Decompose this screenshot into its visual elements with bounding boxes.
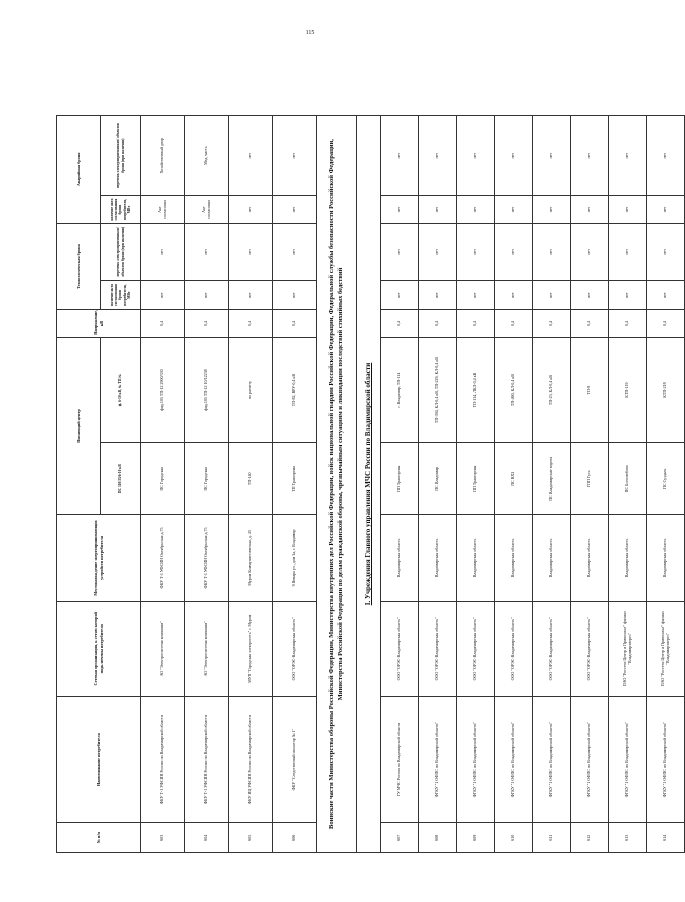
- subsection-heading: I. Учреждения Главного управления МЧС России по Владимирской области: [357, 116, 381, 853]
- cell-consumer: ФКУ ИЦ УФСИН России по Владимирской области: [229, 696, 273, 823]
- col-ps: ПС 110/35/6-10 кВ: [101, 443, 141, 515]
- cell-tech-objects: нет: [457, 223, 495, 280]
- cell-num: 610: [495, 823, 533, 853]
- cell-ct: ТП-23, КЛ-0,4 кВ: [533, 337, 571, 443]
- armor-table: [56, 115, 685, 853]
- cell-emerg-objects: нет: [419, 116, 457, 196]
- col-capacity: Напряжение, кВ: [57, 310, 141, 337]
- table-row: [381, 116, 419, 853]
- cell-location: ФКУ Т-1 УФСИН Октябрьская д.75: [185, 515, 229, 602]
- cell-tech-act: нет: [273, 280, 317, 310]
- cell-kv: 0,4: [141, 310, 185, 337]
- table-row: [273, 116, 317, 853]
- cell-kv: 0,4: [609, 310, 647, 337]
- cell-ct: КТП-218: [647, 337, 685, 443]
- cell-location: Владимирская область: [457, 515, 495, 602]
- cell-tech-act: нет: [495, 280, 533, 310]
- cell-emerg-act: нет: [647, 196, 685, 223]
- cell-tech-objects: нет: [185, 223, 229, 280]
- cell-consumer: ФГКУ "1 ОФПС по Владимирской области": [457, 696, 495, 823]
- cell-consumer: ФГКУ "1 ОФПС по Владимирской области": [609, 696, 647, 823]
- table-row: [185, 116, 229, 853]
- cell-ct: г. Владимир, ТП-114: [381, 337, 419, 443]
- col-location: Местонахождение энергопринимающих устройств потребителя: [57, 515, 141, 602]
- cell-location: Муром Коммунистическая, д. 43: [229, 515, 273, 602]
- cell-num: 608: [419, 823, 457, 853]
- cell-consumer: ФКУ Т-1 УФСИН России по Владимирской области: [141, 696, 185, 823]
- cell-ps: ГПП Гусь: [571, 443, 609, 515]
- cell-ct: фид.105 ТП-12 10/12238: [185, 337, 229, 443]
- cell-ps: ПС Городская: [141, 443, 185, 515]
- col-emerg-act: наличие акта согласования брони потребителя, МВт: [101, 196, 141, 223]
- col-grid-org: Сетевая организация, к сетям которой подключены потребители: [57, 601, 141, 696]
- cell-tech-objects: нет: [571, 223, 609, 280]
- cell-emerg-objects: нет: [229, 116, 273, 196]
- cell-tech-objects: нет: [229, 223, 273, 280]
- cell-location: Владимирская область: [381, 515, 419, 602]
- cell-location: 9 Января ул., дом 3а, г. Владимир: [273, 515, 317, 602]
- cell-location: Владимирская область: [571, 515, 609, 602]
- cell-kv: 0,4: [533, 310, 571, 337]
- cell-ps: ТП-140: [229, 443, 273, 515]
- table-row: [647, 116, 685, 853]
- cell-emerg-objects: нет: [571, 116, 609, 196]
- cell-kv: 0,4: [185, 310, 229, 337]
- cell-consumer: ФГКУ "1 ОФПС по Владимирской области": [419, 696, 457, 823]
- cell-tech-act: нет: [185, 280, 229, 310]
- cell-org: ООО "ОРЭС-Владимирская область": [381, 601, 419, 696]
- table-row: [457, 116, 495, 853]
- table-row: [419, 116, 457, 853]
- cell-emerg-act: нет: [457, 196, 495, 223]
- cell-ct: ТП-82, ВРУ-0,4 кВ: [273, 337, 317, 443]
- cell-emerg-act: нет: [419, 196, 457, 223]
- cell-location: Владимирская область: [419, 515, 457, 602]
- cell-tech-act: нет: [571, 280, 609, 310]
- cell-ps: ПС Владимирские ворота: [533, 443, 571, 515]
- cell-consumer: ФКУ "Следственный изолятор № 1": [273, 696, 317, 823]
- cell-org: ООО "ОРЭС-Владимирская область": [533, 601, 571, 696]
- cell-org: АО "Электросистема компании": [185, 601, 229, 696]
- cell-org: ООО "ОРЭС-Владимирская область": [273, 601, 317, 696]
- cell-emerg-objects: Мед. часть: [185, 116, 229, 196]
- col-emerg-armor: Аварийная броня: [57, 116, 101, 224]
- cell-tech-objects: нет: [419, 223, 457, 280]
- col-consumer: Наименование потребителя: [57, 696, 141, 823]
- cell-ct: ТП-394, КЛ-0,4 кВ, ТП-229, КЛ-0,4 кВ: [419, 337, 457, 443]
- col-supply-center: Питающий центр: [57, 337, 101, 514]
- table-row: [141, 116, 185, 853]
- cell-tech-act: нет: [647, 280, 685, 310]
- cell-consumer: ФКУ Т-1 УФСИН России по Владимирской области: [185, 696, 229, 823]
- cell-tech-objects: нет: [647, 223, 685, 280]
- table-row: [609, 116, 647, 853]
- cell-emerg-act: Акт согласован: [185, 196, 229, 223]
- cell-consumer: ГУ МЧС России по Владимирской области: [381, 696, 419, 823]
- cell-org: МУП "Городская электросеть" г. Муром: [229, 601, 273, 696]
- cell-tech-objects: нет: [141, 223, 185, 280]
- col-ct: ф. 6-10 кВ, № ТП №: [101, 337, 141, 443]
- cell-ps: ПС Городская: [185, 443, 229, 515]
- cell-org: ООО "ОРЭС-Владимирская область": [457, 601, 495, 696]
- cell-emerg-act: Акт согласован: [141, 196, 185, 223]
- cell-location: Владимирская область: [495, 515, 533, 602]
- col-tech-objects: перечень электроприемников/ объектов брони (при наличии): [101, 223, 141, 280]
- cell-tech-act: нет: [419, 280, 457, 310]
- cell-emerg-objects: нет: [457, 116, 495, 196]
- cell-org: ООО "ОРЭС-Владимирская область": [571, 601, 609, 696]
- page-number: 115: [305, 30, 315, 36]
- cell-emerg-act: нет: [381, 196, 419, 223]
- cell-tech-objects: нет: [273, 223, 317, 280]
- cell-ct: ТП-114, ЛКЛ-0,4 кВ: [457, 337, 495, 443]
- cell-location: Владимирская область: [609, 515, 647, 602]
- cell-ct: КТП-119: [609, 337, 647, 443]
- cell-num: 607: [381, 823, 419, 853]
- cell-tech-act: нет: [533, 280, 571, 310]
- cell-ct: по расчету: [229, 337, 273, 443]
- cell-tech-objects: нет: [609, 223, 647, 280]
- cell-ps: ПС ВХЗ: [495, 443, 533, 515]
- cell-kv: 0,4: [571, 310, 609, 337]
- cell-emerg-act: нет: [571, 196, 609, 223]
- cell-location: ФКУ Т-1 УФСИН Октябрьская д.75: [141, 515, 185, 602]
- cell-ps: ТП Тракторная: [273, 443, 317, 515]
- cell-tech-objects: нет: [381, 223, 419, 280]
- cell-ps: ПС Суздаль: [647, 443, 685, 515]
- cell-tech-act: нет: [381, 280, 419, 310]
- cell-location: Владимирская область: [647, 515, 685, 602]
- section-heading-row: [317, 116, 357, 853]
- cell-ps: ПП Тракторная: [381, 443, 419, 515]
- cell-consumer: ФГКУ "1 ОФПС по Владимирской области": [647, 696, 685, 823]
- section-heading: Воинские части Министерства обороны Российской Федерации, Министерства внутренних дел Российской Федерации, войск национальной гвардии Российской Федерации, Федеральной службы безопасности Российской Федерации, Министерства Российской Федерации по делам гражданской обороны, чрезвычайным ситуациям и ликвидации последствий стихийных бедствий: [317, 116, 357, 853]
- cell-tech-act: нет: [609, 280, 647, 310]
- cell-ps: ПС Боголюбово: [609, 443, 647, 515]
- table-row: [229, 116, 273, 853]
- cell-num: 614: [647, 823, 685, 853]
- cell-kv: 0,4: [647, 310, 685, 337]
- cell-num: 606: [273, 823, 317, 853]
- cell-emerg-objects: нет: [273, 116, 317, 196]
- cell-num: 609: [457, 823, 495, 853]
- cell-num: 613: [609, 823, 647, 853]
- cell-org: ПАО "Россети Центр и Приволжье" филиал "Владимирэнерго": [609, 601, 647, 696]
- cell-emerg-act: нет: [229, 196, 273, 223]
- cell-num: 612: [571, 823, 609, 853]
- cell-ct: фид.105 ТП-12 2900/330: [141, 337, 185, 443]
- cell-tech-act: нет: [229, 280, 273, 310]
- cell-ps: ПП Тракторная: [457, 443, 495, 515]
- cell-ct: ТП-460, КЛ-0,4 кВ: [495, 337, 533, 443]
- cell-tech-objects: нет: [533, 223, 571, 280]
- cell-emerg-objects: нет: [609, 116, 647, 196]
- cell-kv: 0,4: [457, 310, 495, 337]
- cell-org: ООО "ОРЭС-Владимирская область": [495, 601, 533, 696]
- cell-ct: ТП-8: [571, 337, 609, 443]
- cell-kv: 0,4: [419, 310, 457, 337]
- rotated-table-container: [56, 115, 670, 853]
- cell-emerg-act: нет: [533, 196, 571, 223]
- cell-num: 605: [229, 823, 273, 853]
- cell-tech-act: нет: [141, 280, 185, 310]
- cell-num: 603: [141, 823, 185, 853]
- cell-org: ООО "ОРЭС-Владимирская область": [419, 601, 457, 696]
- cell-emerg-objects: нет: [533, 116, 571, 196]
- table-row: [571, 116, 609, 853]
- cell-consumer: ФГКУ "1 ОФПС по Владимирской области": [571, 696, 609, 823]
- cell-kv: 0,4: [229, 310, 273, 337]
- cell-location: Владимирская область: [533, 515, 571, 602]
- cell-consumer: ФГКУ "1 ОФПС по Владимирской области": [495, 696, 533, 823]
- table-row: [495, 116, 533, 853]
- cell-emerg-objects: нет: [381, 116, 419, 196]
- cell-tech-act: нет: [457, 280, 495, 310]
- col-tech-act: наличие акта согласования брони потребителя, МВт: [101, 280, 141, 310]
- cell-num: 611: [533, 823, 571, 853]
- cell-tech-objects: нет: [495, 223, 533, 280]
- cell-emerg-objects: нет: [495, 116, 533, 196]
- cell-num: 604: [185, 823, 229, 853]
- table-row: [533, 116, 571, 853]
- cell-emerg-act: нет: [273, 196, 317, 223]
- cell-kv: 0,4: [273, 310, 317, 337]
- col-num: № п/п: [57, 823, 141, 853]
- cell-consumer: ФГКУ "1 ОФПС по Владимирской области": [533, 696, 571, 823]
- cell-kv: 0,4: [495, 310, 533, 337]
- cell-ps: ПС Владимир: [419, 443, 457, 515]
- cell-emerg-act: нет: [609, 196, 647, 223]
- cell-emerg-act: нет: [495, 196, 533, 223]
- col-emerg-objects: перечень электроприемников/ объектов брони (при наличии): [101, 116, 141, 196]
- col-tech-armor: Технологическая броня: [57, 223, 101, 310]
- cell-emerg-objects: нет: [647, 116, 685, 196]
- subsection-heading-row: [357, 116, 381, 853]
- cell-kv: 0,4: [381, 310, 419, 337]
- cell-org: ПАО "Россети Центр и Приволжье" филиал "Владимирэнерго": [647, 601, 685, 696]
- cell-org: АО "Электросистема компании": [141, 601, 185, 696]
- cell-emerg-objects: Хозяйственный двор: [141, 116, 185, 196]
